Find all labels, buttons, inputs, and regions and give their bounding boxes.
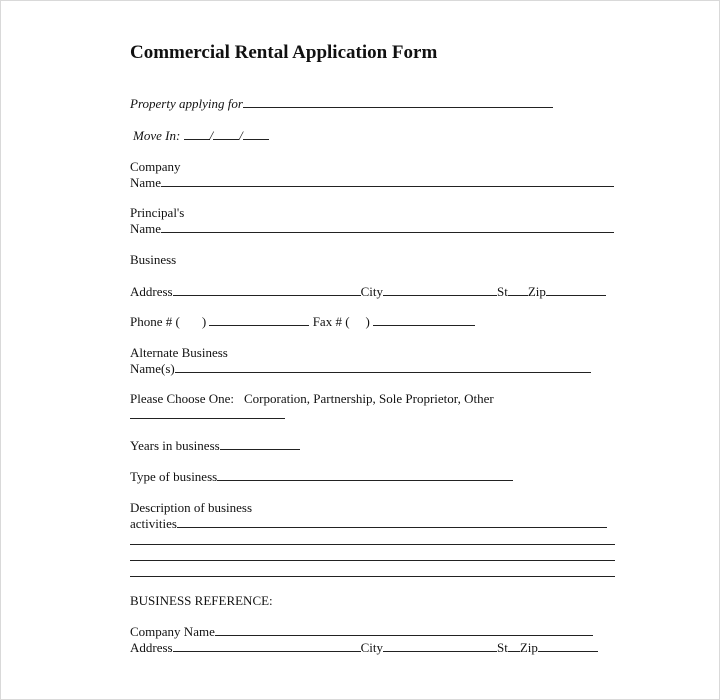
activities-row (130, 516, 607, 532)
phone-field[interactable] (209, 314, 309, 326)
please-choose-label: Please Choose One: (130, 391, 234, 406)
years-field[interactable] (220, 438, 300, 450)
business-zip-field[interactable] (546, 284, 606, 296)
entity-type-row (130, 391, 494, 407)
company-name-row (130, 175, 614, 191)
move-in-year-field[interactable] (243, 128, 269, 140)
reference-company-field[interactable] (215, 624, 593, 636)
type-row (130, 469, 513, 485)
reference-zip-field[interactable] (538, 640, 598, 652)
principals-name-field[interactable] (161, 221, 614, 233)
move-in-label: Move In: (133, 128, 181, 143)
principals-label-line: Principal's (130, 205, 185, 220)
activities-field[interactable] (177, 516, 607, 528)
principals-name-label: Name (130, 221, 162, 236)
form-title: Commercial Rental Application Form (130, 42, 438, 63)
phone-paren-close: ) (201, 314, 207, 329)
description-line-2-field[interactable] (130, 533, 615, 545)
reference-address-label: Address (130, 640, 173, 655)
type-label: Type of business (130, 469, 218, 484)
entity-choices: Corporation, Partnership, Sole Proprietor, Other (243, 391, 494, 406)
state-label: St (497, 284, 508, 299)
business-city-field[interactable] (383, 284, 497, 296)
business-label-line: Business (130, 252, 177, 267)
alternate-names-label: Name(s) (130, 361, 175, 376)
years-label: Years in business (130, 438, 220, 453)
zip-label: Zip (527, 284, 546, 299)
business-address-field[interactable] (173, 284, 361, 296)
reference-company-label: Company Name (130, 624, 215, 639)
date-separator: / (209, 128, 214, 143)
business-address-row (130, 284, 606, 300)
company-name-label: Name (130, 175, 162, 190)
property-field[interactable] (243, 96, 553, 108)
reference-company-row (130, 624, 593, 640)
description-label-line: Description of business (130, 500, 253, 515)
description-line-4-row (130, 565, 615, 581)
move-in-month-field[interactable] (184, 128, 210, 140)
city-label: City (360, 284, 384, 299)
description-line-2-row (130, 533, 615, 549)
business-reference-heading: BUSINESS REFERENCE: (130, 593, 273, 608)
phone-fax-row (130, 314, 475, 330)
business-state-field[interactable] (508, 284, 528, 296)
reference-city-label: City (360, 640, 384, 655)
fax-paren-close: ) (365, 314, 370, 329)
company-label-line: Company (130, 159, 181, 174)
address-label: Address (130, 284, 173, 299)
reference-city-field[interactable] (383, 640, 497, 652)
property-label: Property applying for (130, 96, 243, 111)
reference-address-row (130, 640, 598, 656)
years-row (130, 438, 300, 454)
entity-type-field[interactable] (130, 407, 285, 419)
activities-label: activities (130, 516, 177, 531)
alternate-names-field[interactable] (175, 361, 591, 373)
principals-name-row (130, 221, 614, 237)
reference-address-field[interactable] (173, 640, 361, 652)
date-separator: / (239, 128, 243, 143)
property-row (130, 96, 553, 112)
type-field[interactable] (217, 469, 513, 481)
fax-field[interactable] (373, 314, 475, 326)
description-line-3-field[interactable] (130, 549, 615, 561)
reference-state-label: St (497, 640, 508, 655)
phone-label: Phone # ( (130, 314, 180, 329)
company-name-field[interactable] (161, 175, 614, 187)
move-in-row (133, 128, 269, 144)
description-line-3-row (130, 549, 615, 565)
alternate-business-label-line: Alternate Business (130, 345, 228, 360)
reference-zip-label: Zip (519, 640, 538, 655)
fax-label: Fax # ( (312, 314, 350, 329)
move-in-day-field[interactable] (213, 128, 239, 140)
reference-state-field[interactable] (508, 640, 520, 652)
description-line-4-field[interactable] (130, 565, 615, 577)
entity-type-answer-row (130, 407, 285, 423)
alternate-names-row (130, 361, 591, 377)
